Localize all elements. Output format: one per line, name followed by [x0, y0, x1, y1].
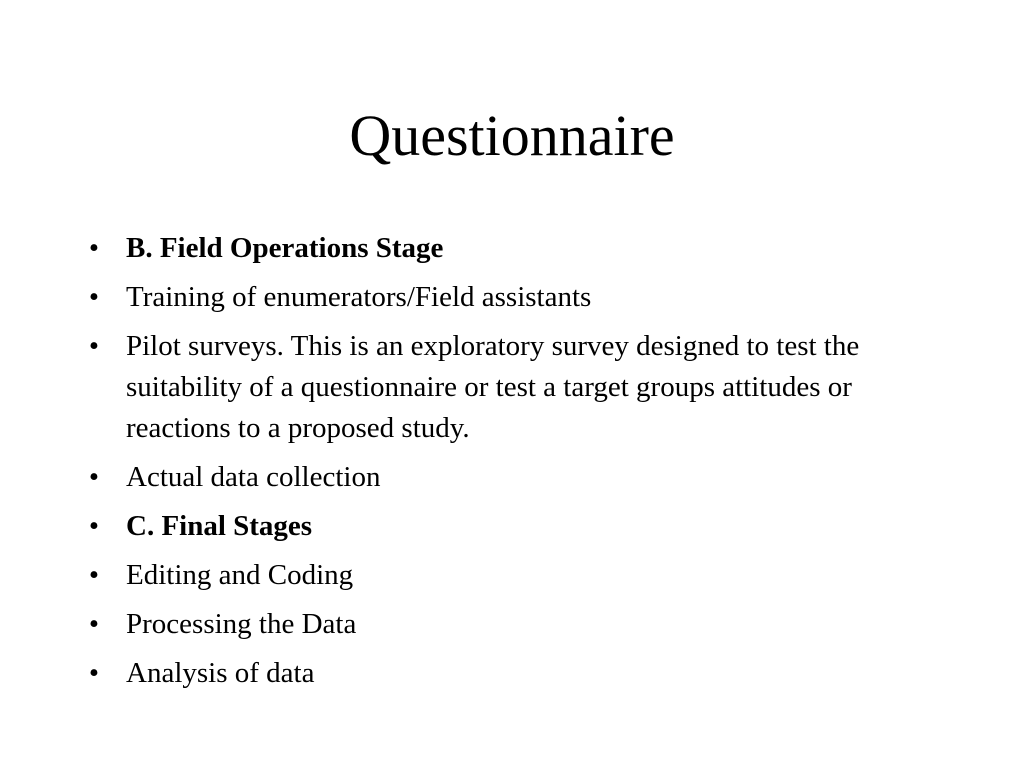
bullet-dot-icon: •	[88, 510, 100, 542]
bullet-item-actual-data-collection	[84, 457, 954, 498]
bullet-text: C. Final Stages	[126, 510, 313, 542]
bullet-text: B. Field Operations Stage	[126, 232, 444, 264]
bullet-item-final-stages	[84, 506, 954, 547]
bullet-text: Actual data collection	[126, 461, 381, 493]
bullet-dot-icon: •	[88, 461, 100, 493]
bullet-item-training	[84, 277, 954, 318]
bullet-dot-icon: •	[88, 232, 100, 264]
bullet-dot-icon: •	[88, 559, 100, 591]
bullet-item-analysis-of-data	[84, 653, 954, 694]
bullet-item-processing-the-data	[84, 604, 954, 645]
slide-title: Questionnaire	[349, 103, 675, 168]
bullet-text: Training of enumerators/Field assistants	[126, 281, 592, 313]
bullet-text: Pilot surveys. This is an exploratory survey designed to test the suitability of a questionnaire or test a target groups attitudes or reactions to a proposed study.	[126, 330, 860, 444]
bullet-dot-icon: •	[88, 657, 100, 689]
bullet-item-pilot-surveys	[84, 326, 954, 449]
bullet-item-field-operations-stage	[84, 228, 954, 269]
bullet-dot-icon: •	[88, 281, 100, 313]
bullet-item-editing-and-coding	[84, 555, 954, 596]
bullet-text: Processing the Data	[126, 608, 357, 640]
bullet-dot-icon: •	[88, 330, 100, 362]
bullet-dot-icon: •	[88, 608, 100, 640]
bullet-text: Editing and Coding	[126, 559, 354, 591]
bullet-text: Analysis of data	[126, 657, 315, 689]
bullet-list	[84, 228, 954, 702]
